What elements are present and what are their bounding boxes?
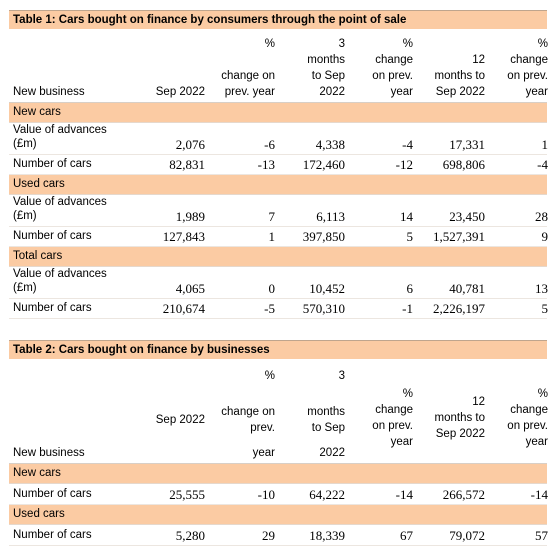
header-prev: prev. [250,422,275,434]
table-1-title: Table 1: Cars bought on finance by consumers through the point of sale [9,10,547,29]
header-to-sep: to Sep [311,422,345,434]
row-label: Number of cars [13,529,92,541]
cell: 10,452 [309,281,345,296]
row-label: Number of cars [13,158,92,170]
cell: 4,065 [175,281,205,296]
cell: 1,989 [175,209,205,224]
cell: 14 [400,209,413,224]
table-row [9,227,547,247]
cell: 13 [535,281,548,296]
header-year-3: year [525,436,548,448]
cell: 1,527,391 [433,229,485,244]
row-label: Number of cars [13,302,92,314]
cell: 698,806 [442,157,485,172]
header-label: New business [13,86,85,98]
header-year: year [252,447,275,459]
table-row [9,155,547,175]
cell: -5 [264,301,275,316]
cell: 5 [406,229,413,244]
cell: 172,460 [302,157,345,172]
table-2 [9,340,547,546]
header-on-prev-2: on prev. [507,70,548,82]
header-change: change [375,54,413,66]
cell: -14 [395,487,413,502]
row-label-unit: (£m) [13,138,37,150]
cell: 5 [541,301,548,316]
header-12: 12 [472,396,485,408]
table-row [9,484,547,505]
header-pct-3: % [537,38,548,50]
table-row [9,525,547,546]
header-2022: 2022 [319,86,345,98]
row-label-unit: (£m) [13,210,37,222]
cell: -13 [257,157,275,172]
header-12: 12 [472,54,485,66]
table-row [9,195,547,227]
cell: 6,113 [316,209,345,224]
cell: 127,843 [162,229,205,244]
table-row [9,299,547,319]
cell: 82,831 [169,157,205,172]
cell: -12 [395,157,413,172]
header-pct-2: % [402,388,413,400]
cell: 9 [541,229,548,244]
header-change-on: change on [221,70,275,82]
cell: 79,072 [449,528,485,543]
cell: -6 [264,137,275,152]
header-prev-year: prev. year [224,86,275,98]
cell: 266,572 [442,487,485,502]
header-months-to: months to [434,70,485,82]
header-pct-2: % [402,38,413,50]
table-row [9,267,547,299]
row-label-unit: (£m) [13,282,37,294]
header-months: months [307,54,345,66]
cell: 2,076 [175,137,205,152]
cell: 2,226,197 [433,301,485,316]
header-change-2: change [510,54,548,66]
cell: -14 [530,487,548,502]
cell: 28 [535,209,548,224]
header-3: 3 [338,38,345,50]
cell: 1 [541,137,548,152]
header-label: New business [13,447,85,459]
section-new-cars: New cars [9,464,547,484]
header-pct: % [264,38,275,50]
header-year: year [390,86,413,98]
section-used-cars: Used cars [9,505,547,525]
row-label: Number of cars [13,488,92,500]
cell: 23,450 [449,209,485,224]
header-on-prev-2: on prev. [507,420,548,432]
header-sep-2022-b: Sep 2022 [435,86,485,98]
header-months: months [307,406,345,418]
cell: -4 [537,157,548,172]
cell: 7 [268,209,275,224]
header-change-on: change on [221,406,275,418]
cell: -1 [402,301,413,316]
header-sep-2022-b: Sep 2022 [435,428,485,440]
cell: 64,222 [309,487,345,502]
table-1 [9,10,547,319]
header-on-prev: on prev. [372,420,413,432]
table-row [9,123,547,155]
cell: 40,781 [449,281,485,296]
header-on-prev: on prev. [372,70,413,82]
header-pct-3: % [537,388,548,400]
cell: 4,338 [315,137,345,152]
cell: 0 [268,281,275,296]
header-months-to: months to [434,412,485,424]
section-total-cars: Total cars [9,247,547,267]
header-change-2: change [510,404,548,416]
row-label: Value of advances [13,268,107,280]
cell: 210,674 [162,301,205,316]
row-label: Number of cars [13,230,92,242]
cell: 18,339 [309,528,345,543]
row-label: Value of advances [13,124,107,136]
header-2022: 2022 [319,447,345,459]
table-1-header [9,29,547,103]
header-sep-2022: Sep 2022 [155,414,205,426]
cell: 6 [406,281,413,296]
row-label: Value of advances [13,196,107,208]
table-2-header [9,359,547,464]
header-pct: % [264,370,275,382]
header-3: 3 [338,370,345,382]
header-year-2: year [525,86,548,98]
header-change: change [375,404,413,416]
cell: 67 [400,528,413,543]
cell: 57 [535,528,548,543]
cell: 1 [268,229,275,244]
header-to-sep: to Sep [311,70,345,82]
cell: 570,310 [302,301,345,316]
cell: 397,850 [302,229,345,244]
header-sep-2022: Sep 2022 [155,86,205,98]
section-used-cars: Used cars [9,175,547,195]
cell: 25,555 [169,487,205,502]
section-new-cars: New cars [9,103,547,123]
cell: -10 [257,487,275,502]
cell: 5,280 [175,528,205,543]
header-year-2: year [390,436,413,448]
cell: -4 [402,137,413,152]
cell: 17,331 [449,137,485,152]
cell: 29 [262,528,275,543]
table-2-title: Table 2: Cars bought on finance by businesses [9,340,547,359]
